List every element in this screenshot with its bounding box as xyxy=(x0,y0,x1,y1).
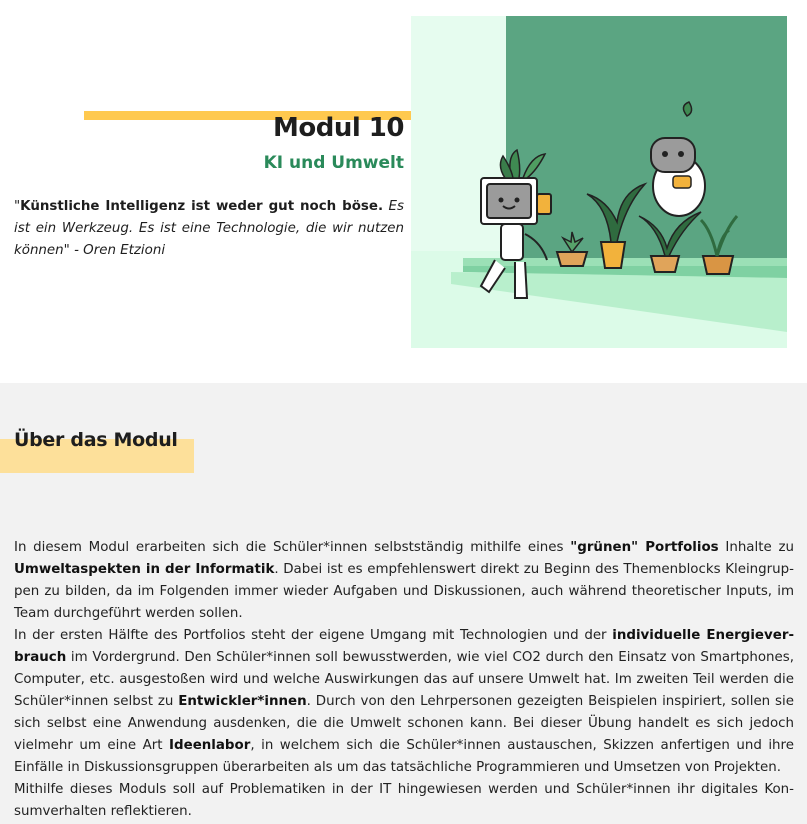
bold-run: Ideenlabor xyxy=(169,738,251,753)
section-body xyxy=(14,537,794,823)
about-section xyxy=(0,383,807,824)
section-heading: Über das Modul xyxy=(14,429,178,451)
robots-plants-illustration xyxy=(411,16,787,348)
module-title: Modul 10 xyxy=(272,113,404,143)
text-run: In diesem Modul erarbeiten sich die Schüler*innen selbstständig mithilfe eines xyxy=(14,540,571,555)
bold-run: Entwickler*innen xyxy=(178,694,307,709)
quote xyxy=(14,196,404,262)
quote-attribution: " - Oren Etzioni xyxy=(63,243,166,258)
paragraph-3 xyxy=(14,779,794,823)
quote-italic: Es ist ein Werkzeug. Es ist eine Technologie, die wir nutzen können xyxy=(14,199,404,258)
quote-open: " xyxy=(14,199,21,214)
text-run: Mithilfe dieses Moduls soll auf Problematiken in der IT hingewiesen werden und Schüler*innen ihr digitales Konsumverhalten reflektieren. xyxy=(14,782,794,819)
text-run: , in welchem sich die Schüler*innen austauschen, Skizzen anfertigen und ihre Einfälle in Diskussionsgruppen überarbeiten als um das tatsächliche Programmieren und Umsetzen von Projekten. xyxy=(14,738,794,775)
module-subtitle: KI und Umwelt xyxy=(263,153,404,173)
bold-run: individuelle Energieverbrauch xyxy=(14,628,794,665)
text-run: In der ersten Hälfte des Portfolios steht der eigene Umgang mit Technologien und der xyxy=(14,628,613,643)
paragraph-1 xyxy=(14,537,794,625)
hero-section xyxy=(0,0,807,383)
bold-run: Umweltaspekten in der Informatik xyxy=(14,562,275,577)
text-run: . Dabei ist es empfehlenswert direkt zu Beginn des Themenblocks Kleingruppen zu bilden, da im Folgenden immer wieder Aufgaben und Diskussionen, auch während theoretischer Inputs, im Team durchgeführt werden sollen. xyxy=(14,562,794,621)
quote-bold: Künstliche Intelligenz ist weder gut noch böse. xyxy=(20,199,384,214)
text-run: . Durch von den Lehrpersonen gezeigten Beispielen inspiriert, sollen sie sich selbst eine Anwendung ausdenken, die die Umwelt schonen kann. Bei dieser Übung handelt es sich jedoch vielmehr um eine Art xyxy=(14,694,794,753)
paragraph-2 xyxy=(14,625,794,779)
bold-run: "grünen" Portfolios xyxy=(570,540,719,555)
text-run: im Vordergrund. Den Schüler*innen soll bewusstwerden, wie viel CO2 durch den Einsatz von Smartphones, Computer, etc. ausgestoßen wird und welche Auswirkungen das auf unsere Umwelt hat. Im zweiten Teil werden die Schüler*innen selbst zu xyxy=(14,650,794,709)
text-run: Inhalte zu xyxy=(718,540,794,555)
